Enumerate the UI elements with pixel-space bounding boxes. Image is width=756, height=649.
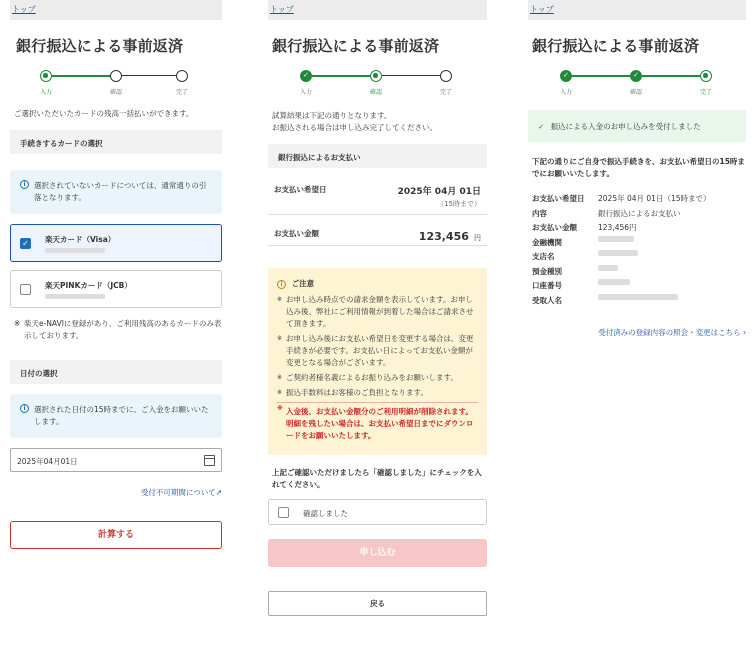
detail-row: 支店名 — [532, 250, 746, 265]
step-done-icon — [700, 70, 712, 82]
step-label-done: 完了 — [699, 89, 712, 96]
note-item-warning: ※ 入金後、お支払い金額分のご利用明細が削除されます。明細を残したい場合は、お支払い希望日までにダウンロードをお願いいたします。 — [277, 402, 478, 442]
topbar — [268, 0, 487, 20]
detail-row: 内容 銀行振込によるお支払い — [532, 208, 681, 218]
topbar — [10, 0, 222, 20]
blurred-value — [598, 236, 634, 242]
payment-amount-value: 123,456 — [418, 229, 469, 243]
blurred-value — [598, 250, 638, 256]
card-option-visa[interactable] — [10, 224, 222, 262]
card-note: ※ 楽天e-NAVIに登録があり、ご利用残高のあるカードのみ表示しております。 — [14, 319, 222, 340]
page-title: 銀行振込による事前返済 — [16, 37, 184, 55]
top-link[interactable]: トップ — [270, 5, 294, 14]
detail-row: お支払い金額 123,456円 — [532, 223, 637, 232]
payment-amount-row — [268, 215, 487, 245]
blurred-value — [598, 279, 630, 285]
card-number-blurred — [45, 248, 105, 253]
caution-box — [268, 268, 487, 455]
page-title: 銀行振込による事前返済 — [272, 37, 440, 55]
step-done-icon — [440, 70, 452, 82]
detail-row: お支払い希望日 2025年 04月 01日（15時まで） — [532, 194, 711, 203]
page-title: 銀行振込による事前返済 — [532, 37, 700, 55]
date-info-box — [10, 394, 222, 438]
date-input[interactable] — [10, 448, 222, 472]
transfer-details — [532, 192, 746, 308]
step-label-confirm: 確認 — [629, 89, 642, 96]
card-info-box — [10, 170, 222, 214]
step-label-input: 入力 — [39, 89, 52, 96]
success-message: 振込による入金のお申し込みを受付しました — [550, 122, 701, 131]
back-button[interactable]: 戻る — [268, 591, 487, 616]
top-link[interactable]: トップ — [530, 5, 554, 14]
step-confirm-icon — [370, 70, 382, 82]
confirm-checkbox-row[interactable] — [268, 499, 487, 525]
unavailable-period-link[interactable]: 受付不可期間について↗ — [140, 488, 222, 497]
blurred-value — [598, 265, 618, 271]
step-confirm-done-icon: ✓ — [630, 70, 642, 82]
card-name: 楽天カード（Visa） — [45, 235, 116, 244]
screen-complete — [528, 0, 746, 339]
checkbox-unchecked-icon[interactable] — [20, 284, 31, 295]
stepper — [528, 70, 746, 100]
payment-date-row — [268, 168, 487, 214]
step-label-confirm: 確認 — [369, 89, 382, 96]
step-label-done: 完了 — [175, 89, 188, 96]
info-icon: i — [20, 180, 29, 189]
step-input-done-icon: ✓ — [300, 70, 312, 82]
step-label-done: 完了 — [439, 89, 452, 96]
confirm-prompt: 上記ご確認いただけましたら「確認しました」にチェックを入れてください。 — [272, 468, 482, 489]
info-icon: i — [20, 404, 29, 413]
detail-row: 金融機関 — [532, 236, 746, 251]
blurred-value — [598, 294, 678, 300]
card-name: 楽天PINKカード（JCB） — [45, 281, 132, 290]
step-done-icon — [176, 70, 188, 82]
success-banner — [528, 110, 746, 142]
date-info-text: 選択された日付の15時までに、ご入金をお願いいたします。 — [34, 405, 209, 426]
date-value: 2025年04月01日 — [17, 457, 78, 466]
detail-row: 口座番号 — [532, 279, 746, 294]
step-input-done-icon: ✓ — [560, 70, 572, 82]
topbar — [528, 0, 746, 20]
intro-text: 試算結果は下記の通りとなります。 お振込される場合は申し込み完了してください。 — [272, 111, 437, 132]
apply-button[interactable]: 申し込む — [268, 539, 487, 567]
history-link[interactable]: 受付済みの登録内容の照会・変更はこちら › — [598, 328, 746, 337]
payment-date-value: 2025年 04月 01日 — [397, 187, 481, 197]
caution-title: ご注意 — [291, 279, 315, 288]
step-label-input: 入力 — [299, 89, 312, 96]
date-section-title: 日付の選択 — [10, 360, 222, 384]
note-item: ※ ご契約者様名義によるお振り込みをお願いします。 — [277, 372, 478, 384]
top-link[interactable]: トップ — [12, 5, 36, 14]
checkbox-unchecked-icon[interactable] — [278, 507, 289, 518]
payment-amount-unit: 円 — [474, 233, 481, 242]
detail-row: 預金種別 — [532, 265, 746, 280]
checkbox-checked-icon[interactable]: ✓ — [20, 238, 31, 249]
payment-date-sub: （15時まで） — [437, 200, 481, 208]
caution-icon: i — [277, 280, 286, 289]
note-item: ※ お申し込み時点での請求金額を表示しています。お申し込み後、弊社にご利用情報が到着した場合はご請求させて頂きます。 — [277, 294, 478, 330]
payment-amount-label: お支払い金額 — [274, 229, 319, 238]
note-item: ※ お申し込み後にお支払い希望日を変更する場合は、変更手続きが必要です。お支払い日によってお支払い金額が変更となる場合がございます。 — [277, 333, 478, 369]
step-input-icon — [40, 70, 52, 82]
step-label-confirm: 確認 — [109, 89, 122, 96]
intro-text: ご選択いただいたカードの残高一括払いができます。 — [14, 109, 194, 118]
card-option-pink[interactable] — [10, 270, 222, 308]
stepper — [268, 70, 487, 100]
screen-confirm — [268, 0, 487, 616]
instruction-text: 下記の通りにご自身で振込手続きを、お支払い希望日の15時までにお願いいたします。 — [532, 157, 745, 178]
calendar-icon[interactable] — [204, 455, 215, 466]
payment-date-label: お支払い希望日 — [274, 185, 327, 194]
card-section-title: 手続きするカードの選択 — [10, 130, 222, 154]
card-number-blurred — [45, 294, 105, 299]
calculate-button[interactable]: 計算する — [10, 521, 222, 549]
step-label-input: 入力 — [559, 89, 572, 96]
screen-input — [10, 0, 222, 549]
detail-row: 受取人名 — [532, 294, 746, 309]
step-confirm-icon — [110, 70, 122, 82]
payment-section-title: 銀行振込によるお支払い — [268, 144, 487, 168]
confirm-label: 確認しました — [303, 509, 348, 518]
check-icon: ✓ — [538, 122, 545, 131]
note-item: ※ 振込手数料はお客様のご負担となります。 — [277, 387, 478, 399]
stepper — [10, 70, 222, 100]
card-info-text: 選択されていないカードについては、通常通りの引落となります。 — [34, 181, 207, 202]
